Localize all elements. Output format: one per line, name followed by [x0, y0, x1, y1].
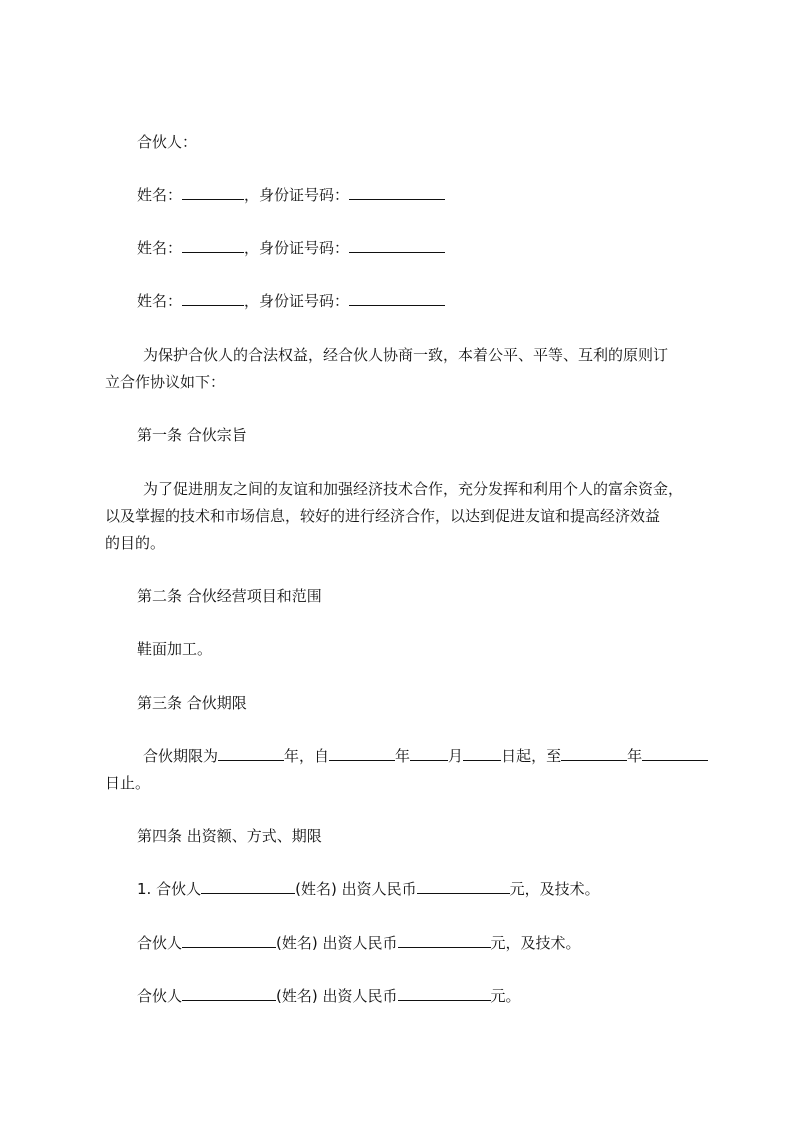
preamble-line-2: 立合作协议如下：	[105, 373, 226, 391]
amount-blank	[398, 933, 491, 948]
end-year-blank	[561, 746, 627, 761]
amount-blank	[398, 986, 491, 1001]
name-blank	[182, 238, 244, 253]
contribution-row-1: 1. 合伙人 (姓名) 出资人民币 元，及技术。	[137, 880, 600, 898]
partners-label-text: 合伙人：	[137, 133, 198, 151]
name-label: 姓名：	[137, 292, 183, 310]
term-years-blank	[218, 746, 284, 761]
id-label: ，身份证号码：	[244, 186, 350, 204]
name-label: 姓名：	[137, 239, 183, 257]
partner-id-row-3	[105, 291, 705, 311]
start-year-blank	[329, 746, 395, 761]
amount-blank	[417, 879, 510, 894]
partner-name-blank	[182, 933, 276, 948]
start-month-blank	[410, 746, 448, 761]
id-label: ，身份证号码：	[244, 239, 350, 257]
article-1-body-line-2: 以及掌握的技术和市场信息，较好的进行经济合作，以达到促进友谊和提高经济效益	[105, 507, 661, 525]
article-3-term-line-2: 日止。	[105, 774, 151, 792]
id-number-blank	[349, 291, 445, 306]
name-blank	[182, 185, 244, 200]
preamble-line-1: 为保护合伙人的合法权益，经合伙人协商一致，本着公平、平等、互利的原则订	[143, 346, 669, 364]
article-1-body-line-3: 的目的。	[105, 534, 166, 552]
partner-id-row-2	[105, 238, 705, 258]
article-3-title: 第三条 合伙期限	[137, 694, 247, 712]
article-1-body-line-1: 为了促进朋友之间的友谊和加强经济技术合作，充分发挥和利用个人的富余资金，	[143, 480, 684, 498]
contribution-row-2: 合伙人 (姓名) 出资人民币 元，及技术。	[137, 934, 581, 952]
partner-name-blank	[201, 879, 295, 894]
end-month-blank	[642, 746, 708, 761]
article-4-title: 第四条 出资额、方式、期限	[137, 827, 322, 845]
article-2-body: 鞋面加工。	[137, 640, 213, 658]
start-day-blank	[463, 746, 501, 761]
partner-id-row-1	[105, 185, 705, 205]
id-number-blank	[349, 238, 445, 253]
name-blank	[182, 291, 244, 306]
partners-label	[105, 132, 705, 152]
partner-name-blank	[182, 986, 276, 1001]
article-2-title: 第二条 合伙经营项目和范围	[137, 587, 322, 605]
id-label: ，身份证号码：	[244, 292, 350, 310]
article-1-title: 第一条 合伙宗旨	[137, 426, 247, 444]
contribution-row-3: 合伙人 (姓名) 出资人民币 元。	[137, 987, 521, 1005]
id-number-blank	[349, 185, 445, 200]
article-3-term-line-1: 合伙期限为 年，自 年 月 日起，至 年	[105, 746, 705, 766]
name-label: 姓名：	[137, 186, 183, 204]
